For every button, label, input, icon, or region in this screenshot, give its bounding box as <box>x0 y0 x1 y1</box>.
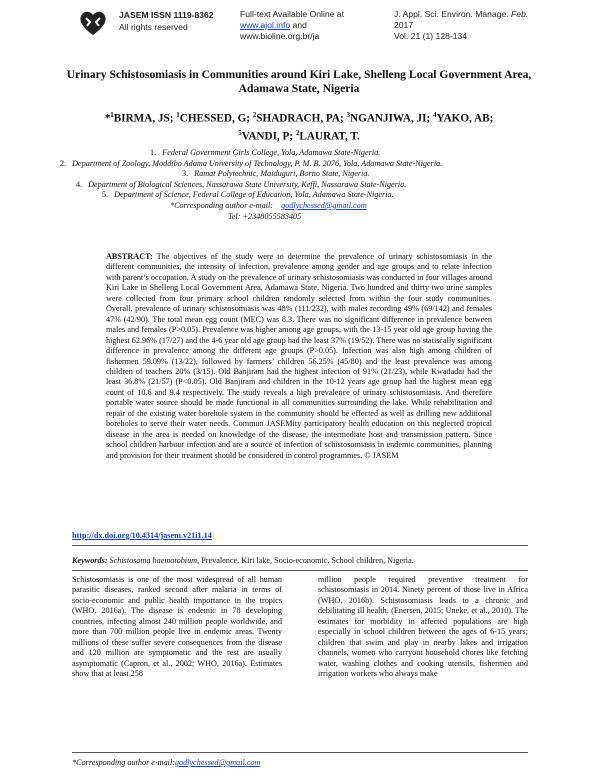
abstract-text: The objectives of the study were to determine the prevalence of urinary schistosomiasis in the different communities, the intensity of infection, prevalence among gender and age groups and to relate infection with parent’s occupation. A study on the prevalence of urinary schistosomiasis was conducted in four villages around Kiri Lake in Shelleng Local Government Area, Adamawa State, Nigeria. Two hundred and thirty two urine samples were collected from four primary school children randomly selected from within the four study communities. Overall, prevalence of urinary schistosomiasis was 48% (111/232), with males recording 49% (69/142) and females 47% (42/90). The total mean egg count (MEC) was 8.3. There was no significant difference in prevalence between males and females (P>0.05). Prevalence was higher among age groups, with the 13-15 year old age group having the highest 62.96% (17/27) and the 4-6 year old age group had the least 37% (19/52). There was no statiscally significant difference in prevalence among the different age groups (P>0.05). Infection was also high among children of fishermen 59.09% (13/22), followed by farmers’ children 56.25% (45/80) and the least prevalence was among children of teachers 20% (3/15). Old Banjiram had the highest infection of 91% (21/23), while Kwadadai had the least 36.8% (21/57) (P<0.05). Old Banjiram and children in the 10-12 years age group had the highest mean egg count of 10.6 and 9.4 respectively. The study reveals a high prevalence of urinary schistosomiasis. And therefore portable water source should be made functional in all communities surrounding the lake. While rehabilitation and repair of the existing water borehole system in the community should be effected as well as drilling new additional boreholes to serve their water needs. Commun JASEMity participatory health education on this neglected tropical disease in the area is needed on knowledge of the disease, the intermediate host and transmission pattern. Since school children harbour infection and are a source of infection of schistosomiasis in endemic communities, planning and provision for their treatment should be considered in control programmes. © JASEM <box>106 252 492 460</box>
keywords-label: Keywords: <box>72 556 108 565</box>
journal-name: J. Appl. Sci. Environ. Manage. <box>394 9 509 19</box>
bioline-link[interactable]: www.bioline.org.br/ja <box>240 31 320 41</box>
affiliation-5: 5. Department of Science, Federal College of Education, Yola, Adamawa State-Nigeria. <box>102 190 394 200</box>
keywords-list: Prevalence, Kiri lake, Socio-economic, School children, Nigeria. <box>199 556 414 565</box>
keywords-divider <box>72 570 528 571</box>
corresponding-author: *Corresponding author e-mail: godlychessed@gmail.com <box>170 200 367 210</box>
journal-volume: Vol. 21 (1) 128-134 <box>394 31 468 41</box>
footer-email[interactable]: godlychessed@gmail.com <box>174 758 261 767</box>
keywords <box>72 556 528 567</box>
affiliation-1: 1. Federal Government Girls College, Yola, Adamawa State-Nigeria. <box>150 148 381 157</box>
footer-corresponding: *Corresponding author e-mail:godlychessed@gmail.com <box>72 758 261 767</box>
affiliation-2: 2. Department of Zoology, Moddibo Adama University of Technology, P. M. B. 2076, Yola, Adamawa State-Nigeria. <box>60 158 443 168</box>
corresponding-tel: Tel: +2348055583405 <box>228 211 302 221</box>
abstract-label: ABSTRACT: <box>106 252 153 261</box>
keywords-species: Schistosoma haematobium, <box>109 556 200 565</box>
article-title: Urinary Schistosomiasis in Communities around Kiri Lake, Shelleng Local Government Area, Adamawa State, Nigeria <box>66 68 532 95</box>
journal-date: Feb. <box>511 9 529 19</box>
journal-year: 2017 <box>394 20 414 30</box>
corresponding-email[interactable]: godlychessed@gmail.com <box>281 200 367 210</box>
jasem-logo-icon <box>78 9 108 37</box>
fulltext-label: Full-text Available Online at <box>240 9 344 19</box>
section-divider <box>72 545 528 546</box>
fulltext-availability <box>240 9 380 42</box>
journal-citation <box>394 9 544 42</box>
doi-link[interactable]: http://dx.doi.org/10.4314/jasem.v21i1.14 <box>72 531 212 540</box>
affiliation-3: 3. Ramat Polytechnic, Maiduguri, Borno State, Nigeria. <box>182 169 370 179</box>
footer-divider <box>72 752 528 753</box>
affiliation-4: 4. Department of Biological Sciences, Nassarawa State University, Keffi, Nassarawa State-Nigeria. <box>76 179 407 189</box>
fulltext-and: and <box>292 20 307 30</box>
journal-issn: JASEM ISSN 1119-8362 <box>119 10 214 20</box>
abstract <box>106 252 492 461</box>
author-list <box>60 108 538 143</box>
rights-statement: All rights reserved <box>119 22 188 32</box>
body-column-right: million people required preventive treatment for schistosomiasis in 2014. Ninety percent of those live in Africa (WHO, 2016b). Schistosomiasis leads to a chronic and debilitating ill health. (Enersen, 2015; Uneke, et al., 2010). The estimates for morbidity in affected populations are high especially in school children between the ages of 6-15 years; children that swim and play in nearby lakes and irrigation channels, women who carryout household chores like fetching water, washing clothes and cooking utensils, fishermen and irrigation workers who always make <box>318 575 528 679</box>
affiliations <box>60 148 538 222</box>
ajol-link[interactable]: www.ajol.info <box>240 20 291 30</box>
author-line-1: *$^1$BIRMA, JS; $^1$CHESSED, G; $^2$SHADRACH, PA; $^3$NGANJIWA, JI; $^4$YAKO, AB; <box>104 111 494 125</box>
author-line-2: $^5$VANDI, P; $^2$LAURAT, T. <box>238 128 360 143</box>
body-column-left: Schistosomiasis is one of the most widespread of all human parasitic diseases, ranked second after malaria in terms of socio-economic and public health importance in the tropics (WHO, 2016a). The disease is endemic in 78 developing countries, infecting almost 240 million people worldwide, and more than 700 million people live in endemic areas. Twenty millions of these suffer severe consequences from the disease and 120 million are symptomatic and the rest are usually asymptomatic (Capron, et al., 2002; WHO, 2016a). Estimates show that at least 258 <box>72 575 282 679</box>
